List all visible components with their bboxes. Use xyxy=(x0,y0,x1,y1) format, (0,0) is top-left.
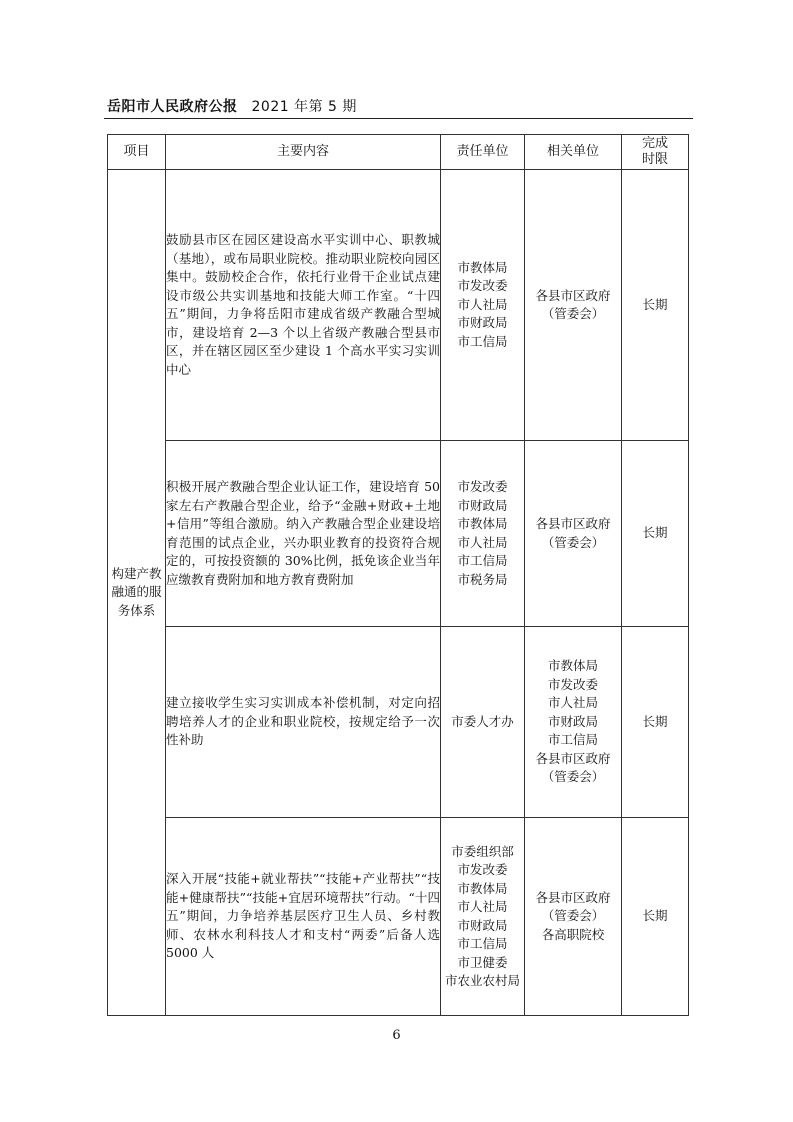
col-header-content: 主要内容 xyxy=(166,135,441,170)
related-cell: 各县市区政府 （管委会） xyxy=(525,441,622,627)
deadline-cell: 长期 xyxy=(622,627,689,818)
related-cell: 各县市区政府 （管委会） 各高职院校 xyxy=(525,818,622,1016)
deadline-cell: 长期 xyxy=(622,441,689,627)
content-cell: 深入开展“技能+就业帮扶”“技能+产业帮扶”“技能+健康帮扶”“技能+宜居环境帮扶”行动。“十四五”期间，力争培养基层医疗卫生人员、乡村教师、农林水利科技人才和支村“两委”后备人选 5000 人 xyxy=(166,818,441,1016)
col-header-deadline: 完成 时限 xyxy=(622,135,689,170)
col-header-related: 相关单位 xyxy=(525,135,622,170)
related-cell: 各县市区政府 （管委会） xyxy=(525,170,622,441)
responsible-cell: 市教体局 市发改委 市人社局 市财政局 市工信局 xyxy=(441,170,525,441)
responsible-cell: 市委组织部 市发改委 市教体局 市人社局 市财政局 市工信局 市卫健委 市农业农村局 xyxy=(441,818,525,1016)
project-cell: 构建产教融通的服务体系 xyxy=(108,170,166,1016)
header-rule xyxy=(104,118,693,119)
table-header-row xyxy=(108,135,689,170)
content-cell: 鼓励县市区在园区建设高水平实训中心、职教城（基地），或布局职业院校。推动职业院校向园区集中。鼓励校企合作，依托行业骨干企业试点建设市级公共实训基地和技能大师工作室。“十四五”期间，力争将岳阳市建成省级产教融合型城市，建设培育 2—3 个以上省级产教融合型县市区，并在辖区园区至少建设 1 个高水平实习实训中心 xyxy=(166,170,441,441)
responsible-cell: 市委人才办 xyxy=(441,627,525,818)
col-header-responsible: 责任单位 xyxy=(441,135,525,170)
table-row xyxy=(108,627,689,818)
col-header-project: 项目 xyxy=(108,135,166,170)
table-row xyxy=(108,441,689,627)
bulletin-title: 岳阳市人民政府公报 xyxy=(107,99,238,115)
table-row xyxy=(108,818,689,1016)
content-cell: 建立接收学生实习实训成本补偿机制，对定向招聘培养人才的企业和职业院校，按规定给予一次性补助 xyxy=(166,627,441,818)
content-cell: 积极开展产教融合型企业认证工作，建设培育 50 家左右产教融合型企业，给予“金融+财政+土地+信用”等组合激励。纳入产教融合型企业建设培育范围的试点企业，兴办职业教育的投资符合规定的，可按投资额的 30%比例，抵免该企业当年应缴教育费附加和地方教育费附加 xyxy=(166,441,441,627)
bulletin-issue: 2021 年第 5 期 xyxy=(251,99,357,115)
related-cell: 市教体局 市发改委 市人社局 市财政局 市工信局 各县市区政府 （管委会） xyxy=(525,627,622,818)
table-row xyxy=(108,170,689,441)
page-number: 6 xyxy=(392,1028,401,1043)
task-table xyxy=(107,134,689,1016)
deadline-cell: 长期 xyxy=(622,818,689,1016)
bulletin-header xyxy=(107,96,357,116)
deadline-cell: 长期 xyxy=(622,170,689,441)
responsible-cell: 市发改委 市财政局 市教体局 市人社局 市工信局 市税务局 xyxy=(441,441,525,627)
